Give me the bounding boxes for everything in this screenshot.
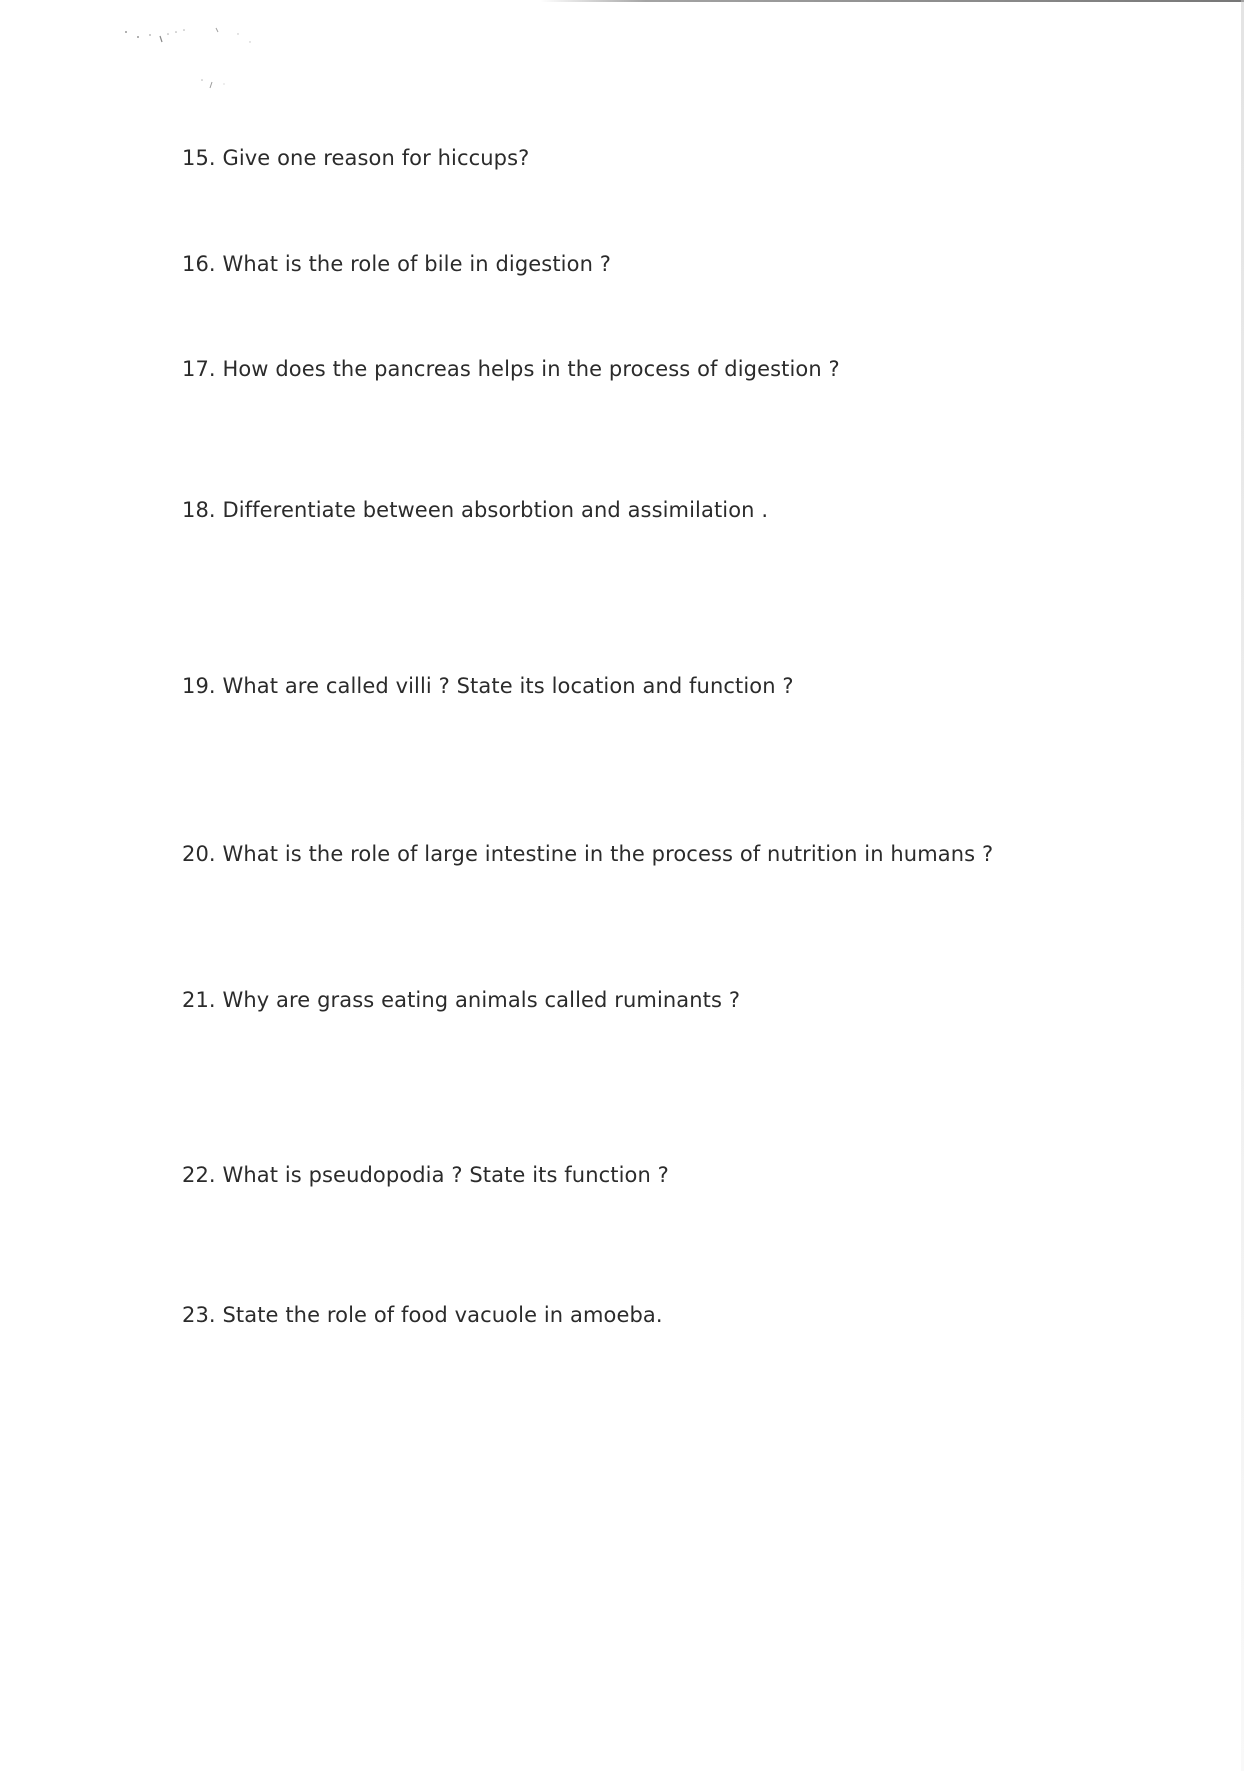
question-18: 18. Differentiate between absorbtion and assimilation . — [182, 498, 769, 522]
question-21: 21. Why are grass eating animals called ruminants ? — [182, 988, 741, 1012]
question-16: 16. What is the role of bile in digestion ? — [182, 252, 611, 276]
scan-edge-top — [540, 0, 1244, 2]
question-22: 22. What is pseudopodia ? State its function ? — [182, 1163, 669, 1187]
question-20: 20. What is the role of large intestine in the process of nutrition in humans ? — [182, 842, 994, 866]
question-15: 15. Give one reason for hiccups? — [182, 146, 530, 170]
question-19: 19. What are called villi ? State its location and function ? — [182, 674, 794, 698]
scan-specks — [120, 20, 320, 100]
question-23: 23. State the role of food vacuole in amoeba. — [182, 1303, 663, 1327]
question-17: 17. How does the pancreas helps in the process of digestion ? — [182, 357, 840, 381]
